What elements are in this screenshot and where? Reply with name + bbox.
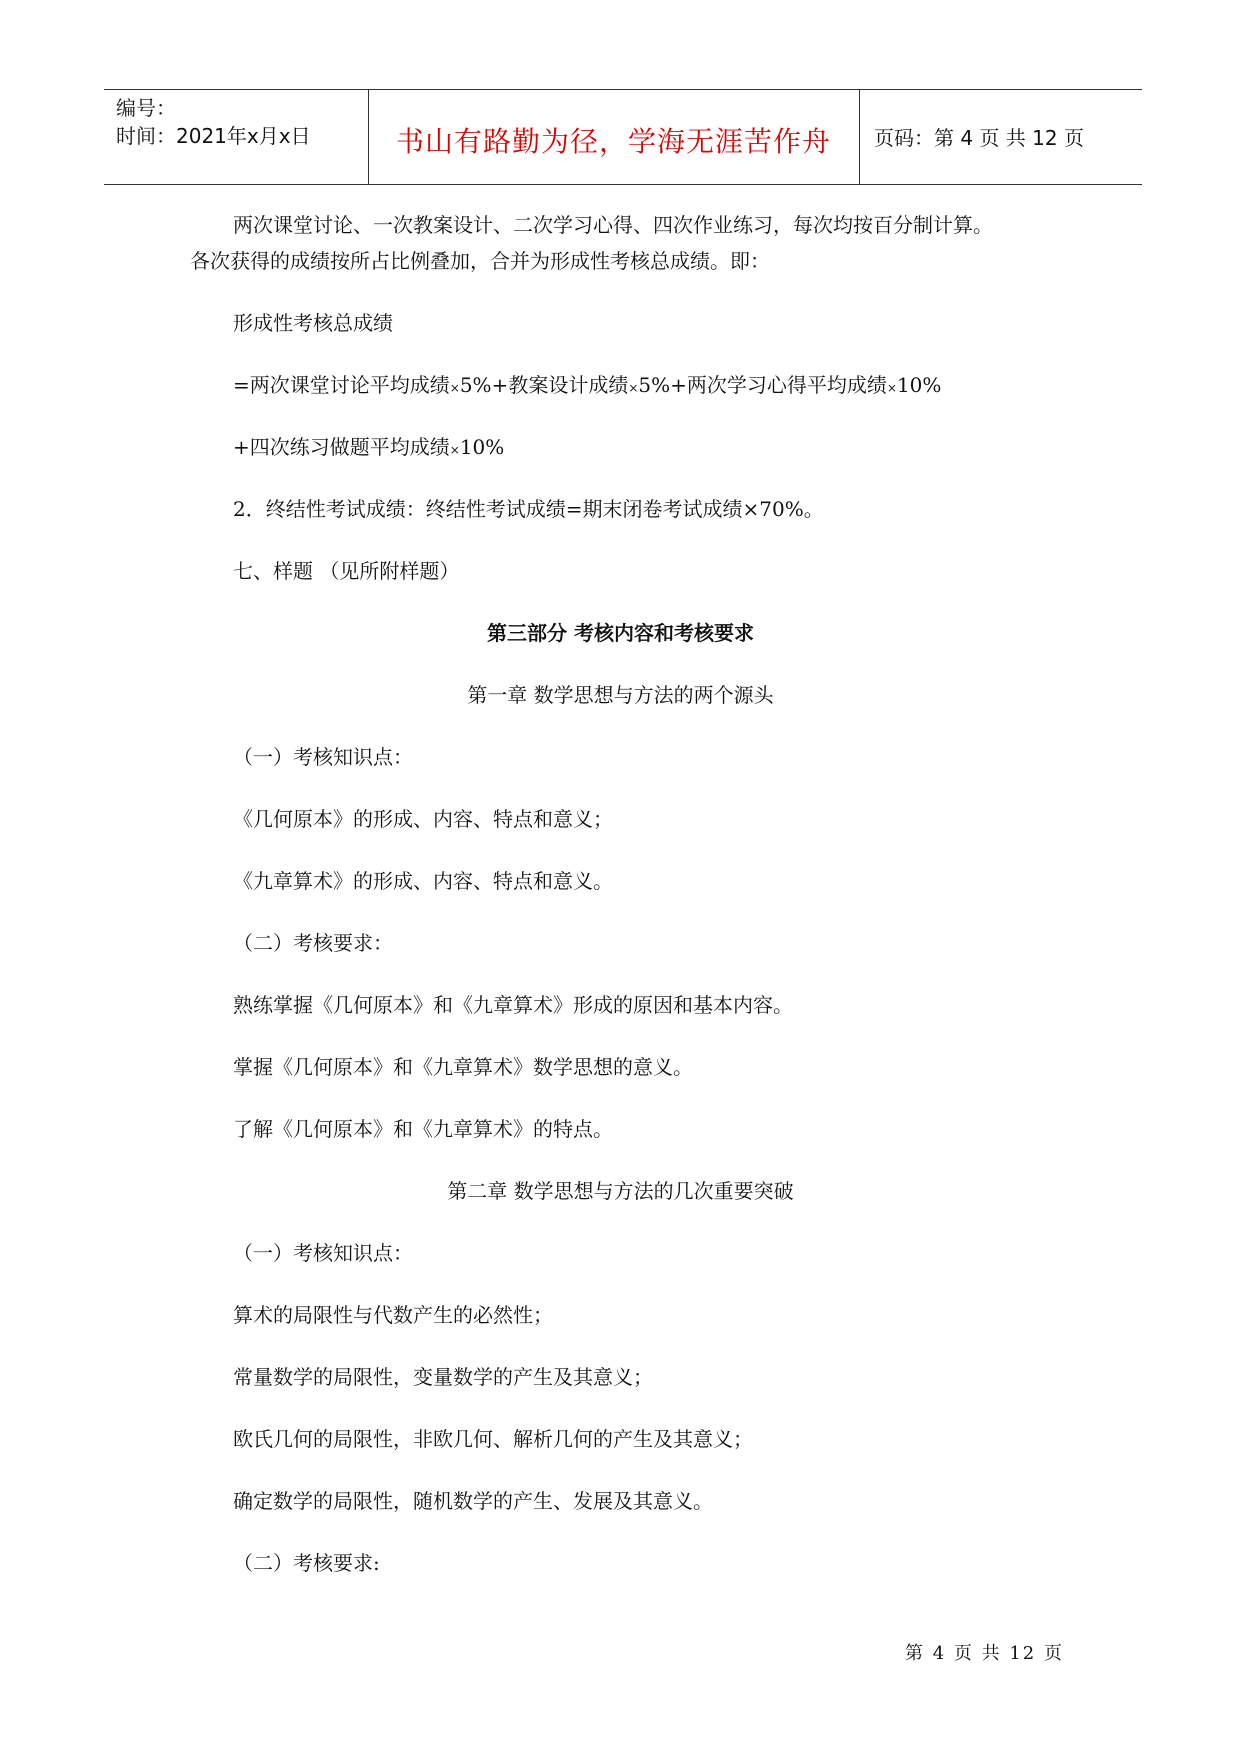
subsection-heading: （二）考核要求： [233, 931, 393, 955]
formula-text: =两次课堂讨论平均成绩 [233, 373, 450, 397]
list-item: 掌握《几何原本》和《九章算术》数学思想的意义。 [233, 1055, 693, 1079]
paragraph-line: 两次课堂讨论、一次教案设计、二次学习心得、四次作业练习，每次均按百分制计算。 [233, 213, 993, 237]
header-meta [116, 94, 311, 150]
formula-title: 形成性考核总成绩 [233, 311, 393, 335]
chapter-title: 第二章 数学思想与方法的几次重要突破 [447, 1179, 794, 1203]
chapter-title: 第一章 数学思想与方法的两个源头 [467, 683, 774, 707]
sample-line: 七、样题 （见所附样题） [233, 559, 460, 583]
list-item: 《九章算术》的形成、内容、特点和意义。 [233, 869, 613, 893]
formula-text: 5%+教案设计成绩 [459, 373, 629, 397]
list-item: 常量数学的局限性，变量数学的产生及其意义； [233, 1365, 653, 1389]
formula-line [233, 371, 941, 402]
list-item: 确定数学的局限性，随机数学的产生、发展及其意义。 [233, 1489, 713, 1513]
final-exam-line: 2．终结性考试成绩：终结性考试成绩=期末闭卷考试成绩×70%。 [233, 497, 824, 521]
formula-text: 5%+两次学习心得平均成绩 [638, 373, 887, 397]
multiply-sign: × [449, 381, 460, 395]
header-page-number: 页码：第 4 页 共 12 页 [874, 126, 1084, 150]
formula-text: 10% [459, 435, 505, 459]
formula-text: 10% [896, 373, 942, 397]
header-divider [859, 90, 860, 184]
formula-line [233, 433, 504, 464]
multiply-sign: × [449, 443, 460, 457]
list-item: 了解《几何原本》和《九章算术》的特点。 [233, 1117, 613, 1141]
paragraph-line: 各次获得的成绩按所占比例叠加，合并为形成性考核总成绩。即： [190, 249, 770, 273]
subsection-heading: （一）考核知识点： [233, 1241, 413, 1265]
page-footer: 第 4 页 共 12 页 [905, 1643, 1064, 1664]
multiply-sign: × [628, 381, 639, 395]
header-time: 时间：2021年x月x日 [116, 124, 311, 148]
subsection-heading: （二）考核要求: [233, 1551, 380, 1575]
subsection-heading: （一）考核知识点： [233, 745, 413, 769]
section-title: 第三部分 考核内容和考核要求 [487, 621, 754, 645]
header-number: 编号： [116, 96, 176, 120]
formula-text: +四次练习做题平均成绩 [233, 435, 450, 459]
multiply-sign: × [886, 381, 897, 395]
list-item: 熟练掌握《几何原本》和《九章算术》形成的原因和基本内容。 [233, 993, 793, 1017]
page-header [104, 89, 1142, 185]
list-item: 欧氏几何的局限性，非欧几何、解析几何的产生及其意义； [233, 1427, 753, 1451]
header-motto: 书山有路勤为径，学海无涯苦作舟 [395, 125, 831, 158]
list-item: 算术的局限性与代数产生的必然性； [233, 1303, 553, 1327]
list-item: 《几何原本》的形成、内容、特点和意义； [233, 807, 613, 831]
